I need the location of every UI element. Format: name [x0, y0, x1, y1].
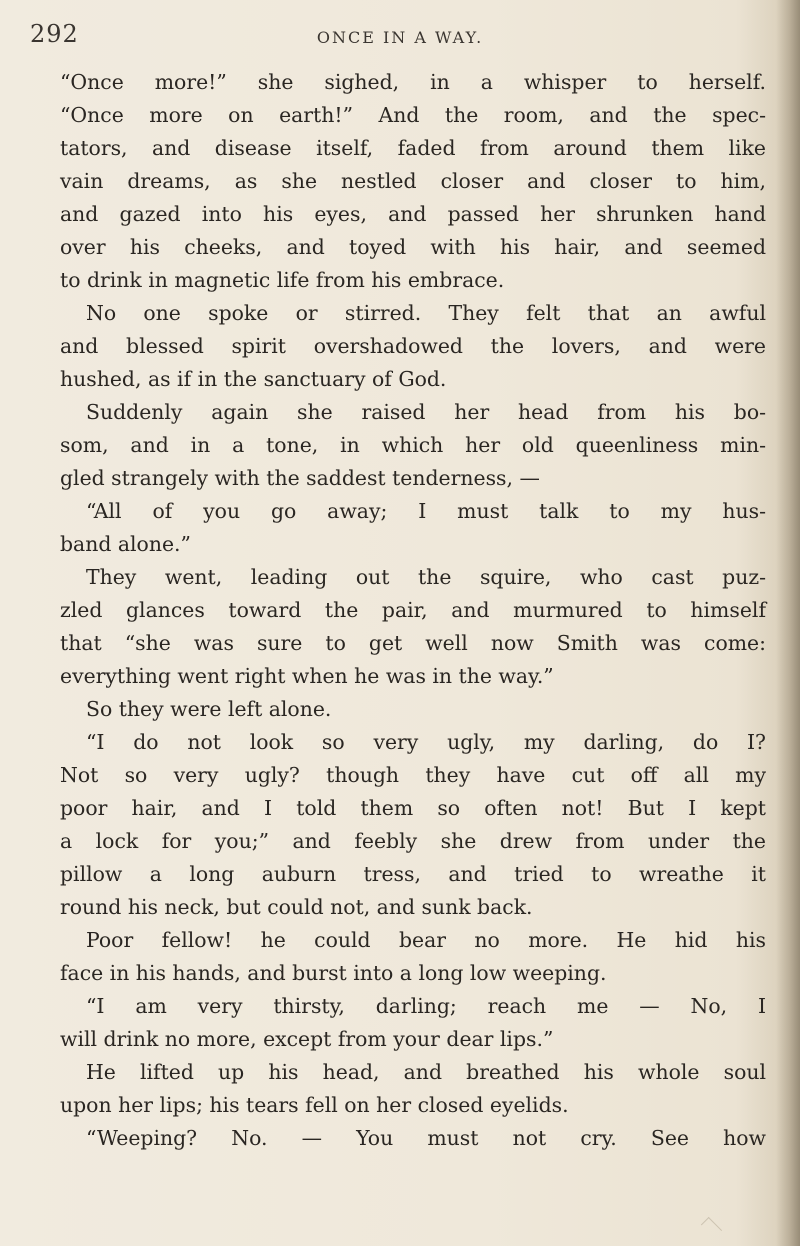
text-line: everything went right when he was in the way.”	[60, 664, 554, 688]
text-line: “Once more!” she sighed, in a whisper to herself.	[60, 70, 766, 94]
text-line: tators, and disease itself, faded from around them like	[60, 136, 766, 160]
text-line: “Weeping? No. — You must not cry. See how	[86, 1126, 766, 1150]
text-line: They went, leading out the squire, who cast puz-	[86, 565, 766, 589]
text-line: “Once more on earth!” And the room, and the spec-	[60, 103, 766, 127]
text-line: He lifted up his head, and breathed his whole soul	[86, 1060, 766, 1084]
text-line: vain dreams, as she nestled closer and closer to him,	[60, 169, 766, 193]
body-text	[60, 66, 766, 1155]
text-line: and blessed spirit overshadowed the lovers, and were	[60, 334, 766, 358]
running-head: ONCE IN A WAY.	[316, 28, 484, 47]
text-line: Suddenly again she raised her head from his bo-	[86, 400, 766, 424]
text-line: to drink in magnetic life from his embrace.	[60, 268, 505, 292]
text-line: “I am very thirsty, darling; reach me — No, I	[86, 994, 766, 1018]
text-line: a lock for you;” and feebly she drew from under the	[60, 829, 766, 853]
text-line: hushed, as if in the sanctuary of God.	[60, 367, 447, 391]
text-line: band alone.”	[60, 532, 191, 556]
text-line: Not so very ugly? though they have cut off all my	[60, 763, 766, 787]
page-smudge-mark	[701, 1217, 722, 1238]
text-line: upon her lips; his tears fell on her closed eyelids.	[60, 1093, 569, 1117]
text-line: So they were left alone.	[86, 697, 332, 721]
page-number: 292	[30, 20, 79, 48]
text-line: over his cheeks, and toyed with his hair, and seemed	[60, 235, 766, 259]
text-line: zled glances toward the pair, and murmured to himself	[60, 598, 766, 622]
text-line: poor hair, and I told them so often not! But I kept	[60, 796, 766, 820]
text-line: will drink no more, except from your dear lips.”	[60, 1027, 554, 1051]
text-line: som, and in a tone, in which her old queenliness min-	[60, 433, 766, 457]
text-line: round his neck, but could not, and sunk back.	[60, 895, 533, 919]
text-line: Poor fellow! he could bear no more. He hid his	[86, 928, 766, 952]
text-line: that “she was sure to get well now Smith was come:	[60, 631, 766, 655]
text-line: face in his hands, and burst into a long low weeping.	[60, 961, 607, 985]
text-line: “All of you go away; I must talk to my hus-	[86, 499, 766, 523]
text-line: “I do not look so very ugly, my darling, do I?	[86, 730, 766, 754]
text-line: No one spoke or stirred. They felt that an awful	[86, 301, 766, 325]
page-edge-shadow	[776, 0, 800, 1246]
text-line: and gazed into his eyes, and passed her shrunken hand	[60, 202, 766, 226]
text-line: pillow a long auburn tress, and tried to wreathe it	[60, 862, 766, 886]
text-line: gled strangely with the saddest tenderness, —	[60, 466, 540, 490]
